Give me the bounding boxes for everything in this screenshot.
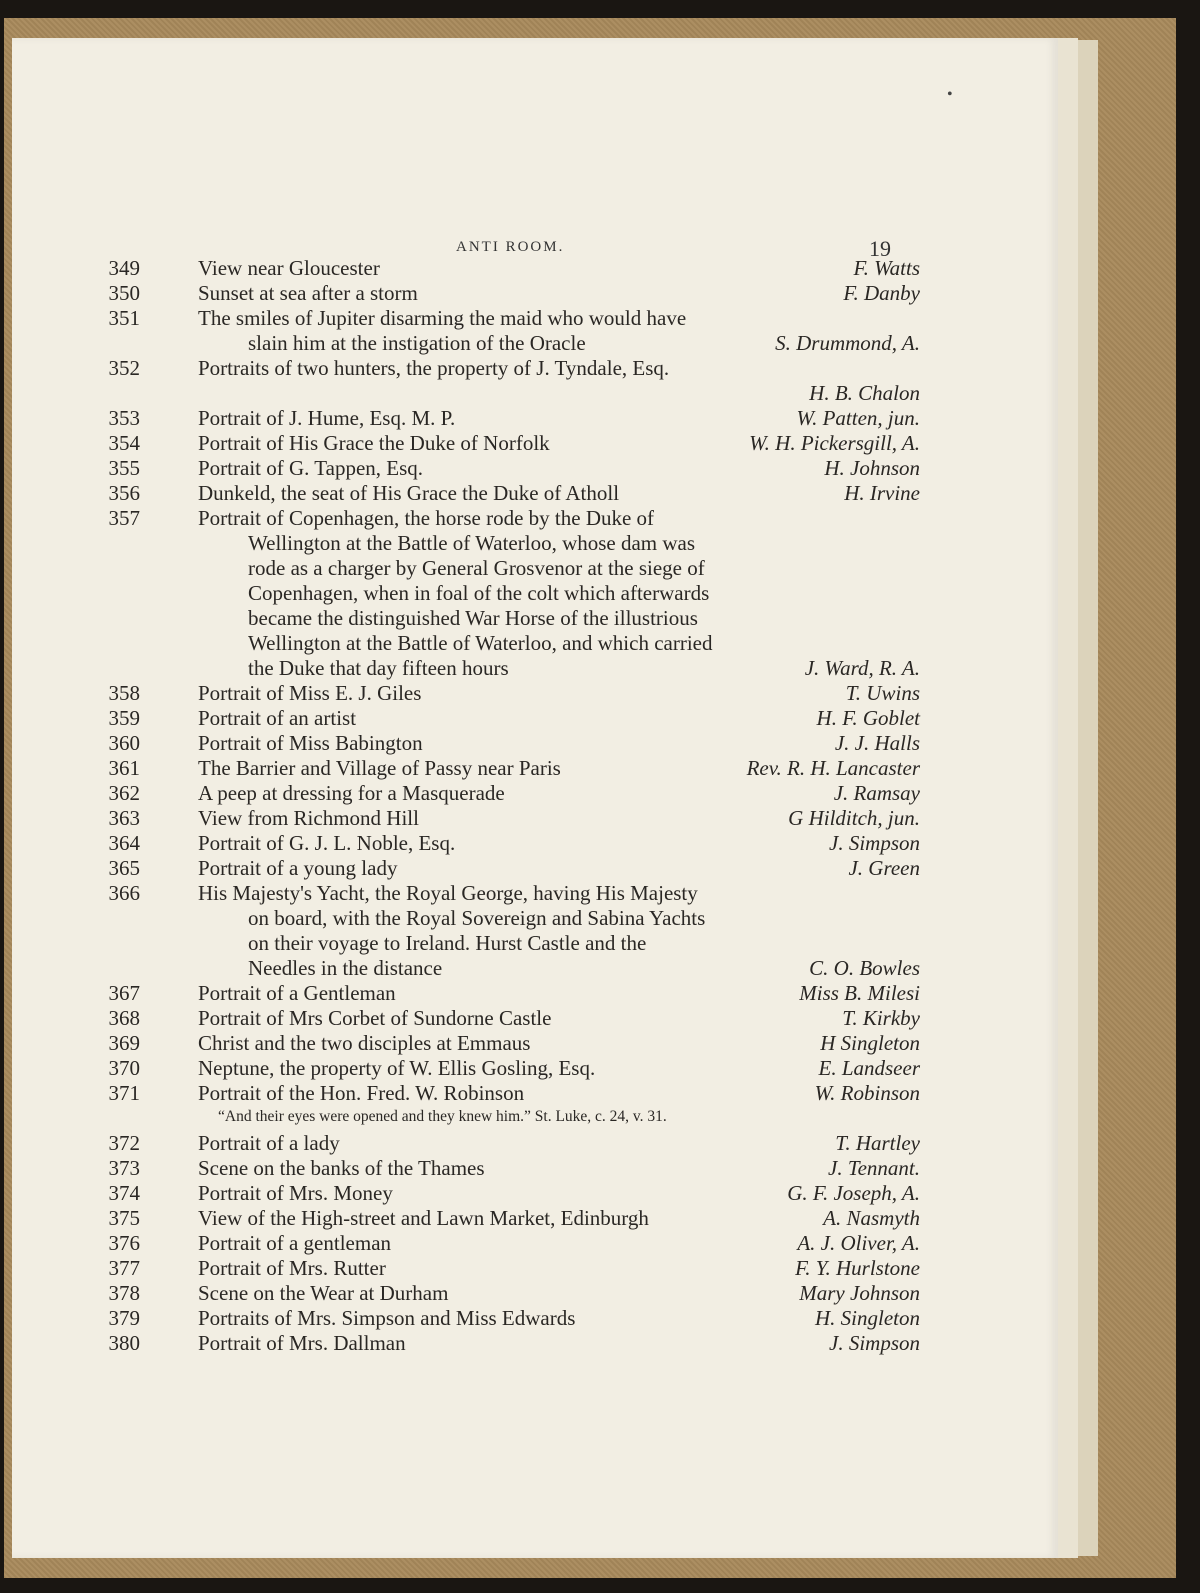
entry-number: 371 (108, 1081, 140, 1105)
entry-title: Portrait of Mrs Corbet of Sundorne Castle (198, 1006, 552, 1030)
entry-title-continued: on their voyage to Ireland. Hurst Castle and the (248, 931, 647, 955)
entry-number: 363 (108, 806, 140, 830)
entry-artist: Mary Johnson (799, 1281, 920, 1305)
entry-number: 378 (108, 1281, 140, 1305)
entry-title: Portraits of two hunters, the property of J. Tyndale, Esq. (198, 356, 670, 380)
entry-number: 359 (108, 706, 140, 730)
entry-artist: T. Kirkby (842, 1006, 920, 1030)
entry-number: 365 (108, 856, 140, 880)
entry-title: Portrait of a lady (198, 1131, 340, 1155)
entry-artist: A. J. Oliver, A. (797, 1231, 920, 1255)
entry-artist: W. Robinson (814, 1081, 920, 1105)
entry-title-continued: became the distinguished War Horse of the illustrious (248, 606, 698, 630)
entry-number: 367 (108, 981, 140, 1005)
entry-title: View from Richmond Hill (198, 806, 419, 830)
entry-title: Portraits of Mrs. Simpson and Miss Edwards (198, 1306, 576, 1330)
entry-number: 351 (108, 306, 140, 330)
entry-artist: W. H. Pickersgill, A. (749, 431, 920, 455)
entry-title: View of the High-street and Lawn Market, Edinburgh (198, 1206, 649, 1230)
entry-title: His Majesty's Yacht, the Royal George, having His Majesty (198, 881, 698, 905)
entry-title-continued: Wellington at the Battle of Waterloo, whose dam was (248, 531, 696, 555)
entry-number: 368 (108, 1006, 140, 1030)
entry-artist: J. Simpson (829, 831, 920, 855)
entry-number: 369 (108, 1031, 140, 1055)
entry-number: 376 (108, 1231, 140, 1255)
entry-title: Portrait of Miss E. J. Giles (198, 681, 422, 705)
entry-title: Portrait of Mrs. Dallman (198, 1331, 406, 1355)
entry-artist: Rev. R. H. Lancaster (746, 756, 920, 780)
entry-number: 356 (108, 481, 140, 505)
entry-number: 366 (108, 881, 140, 905)
entry-title: Portrait of a Gentleman (198, 981, 396, 1005)
entry-number: 375 (108, 1206, 140, 1230)
entry-artist: H. B. Chalon (809, 381, 920, 405)
catalogue-page (12, 38, 1058, 1558)
entry-number: 360 (108, 731, 140, 755)
entry-artist: W. Patten, jun. (796, 406, 920, 430)
entry-number: 374 (108, 1181, 140, 1205)
entry-artist: E. Landseer (818, 1056, 920, 1080)
entry-number: 372 (108, 1131, 140, 1155)
entry-artist: J. Tennant. (828, 1156, 920, 1180)
entry-title: Sunset at sea after a storm (198, 281, 418, 305)
entry-title: Portrait of a young lady (198, 856, 398, 880)
entry-number: 361 (108, 756, 140, 780)
running-title: ANTI ROOM. (456, 239, 565, 255)
entry-title: A peep at dressing for a Masquerade (198, 781, 505, 805)
entry-title: Dunkeld, the seat of His Grace the Duke of Atholl (198, 481, 620, 505)
entry-title-continued: slain him at the instigation of the Oracle (248, 331, 586, 355)
entry-artist: F. Y. Hurlstone (795, 1256, 920, 1280)
entry-title: The Barrier and Village of Passy near Paris (198, 756, 561, 780)
entry-artist: A. Nasmyth (823, 1206, 920, 1230)
entry-artist: F. Danby (843, 281, 920, 305)
entry-title-continued: on board, with the Royal Sovereign and Sabina Yachts (248, 906, 706, 930)
entry-artist: C. O. Bowles (809, 956, 920, 980)
entry-title: View near Gloucester (198, 256, 380, 280)
entry-number: 350 (108, 281, 140, 305)
entry-number: 355 (108, 456, 140, 480)
entry-artist: G. F. Joseph, A. (787, 1181, 920, 1205)
entry-title: Portrait of J. Hume, Esq. M. P. (198, 406, 456, 430)
entry-title: Portrait of Miss Babington (198, 731, 423, 755)
entry-number: 379 (108, 1306, 140, 1330)
entry-artist: G Hilditch, jun. (788, 806, 920, 830)
entry-title: Portrait of an artist (198, 706, 357, 730)
entry-title-continued: rode as a charger by General Grosvenor at the siege of (248, 556, 705, 580)
entry-title-continued: Needles in the distance (248, 956, 443, 980)
entry-number: 377 (108, 1256, 140, 1280)
entry-artist: H Singleton (820, 1031, 920, 1055)
entry-artist: J. Simpson (829, 1331, 920, 1355)
entry-artist: T. Uwins (845, 681, 920, 705)
entry-number: 362 (108, 781, 140, 805)
entry-artist: Miss B. Milesi (799, 981, 920, 1005)
entry-title: Portrait of a gentleman (198, 1231, 392, 1255)
entry-artist: F. Watts (853, 256, 920, 280)
entry-title: Scene on the Wear at Durham (198, 1281, 449, 1305)
entry-number: 354 (108, 431, 140, 455)
entry-title: Portrait of Copenhagen, the horse rode by the Duke of (198, 506, 655, 530)
entry-artist: H. Singleton (815, 1306, 920, 1330)
entry-title: Neptune, the property of W. Ellis Gosling, Esq. (198, 1056, 596, 1080)
entry-title-continued: the Duke that day fifteen hours (248, 656, 509, 680)
entry-title: Scene on the banks of the Thames (198, 1156, 485, 1180)
entry-title: Portrait of the Hon. Fred. W. Robinson (198, 1081, 525, 1105)
entry-number: 358 (108, 681, 140, 705)
entry-number: 380 (108, 1331, 140, 1355)
entry-artist: T. Hartley (835, 1131, 920, 1155)
entry-title-continued: Copenhagen, when in foal of the colt which afterwards (248, 581, 710, 605)
entry-artist: J. Ward, R. A. (804, 656, 920, 680)
entry-title: Portrait of Mrs. Money (198, 1181, 393, 1205)
entry-number: 353 (108, 406, 140, 430)
page-number: 19 (869, 236, 891, 261)
entry-title: Portrait of G. Tappen, Esq. (198, 456, 424, 480)
entry-number: 373 (108, 1156, 140, 1180)
entry-artist: J. Green (848, 856, 920, 880)
entry-title: The smiles of Jupiter disarming the maid who would have (198, 306, 687, 330)
entry-number: 349 (108, 256, 140, 280)
entry-number: 352 (108, 356, 140, 380)
entry-artist: J. J. Halls (834, 731, 920, 755)
entry-title: Christ and the two disciples at Emmaus (198, 1031, 531, 1055)
entry-artist: H. F. Goblet (816, 706, 920, 730)
entry-title: Portrait of Mrs. Rutter (198, 1256, 386, 1280)
entry-number: 357 (108, 506, 140, 530)
entry-title-continued: Wellington at the Battle of Waterloo, and which carried (248, 631, 713, 655)
entry-number: 370 (108, 1056, 140, 1080)
scripture-quote: “And their eyes were opened and they knew him.” St. Luke, c. 24, v. 31. (218, 1108, 667, 1125)
entry-artist: H. Irvine (844, 481, 920, 505)
entry-title: Portrait of G. J. L. Noble, Esq. (198, 831, 456, 855)
entry-artist: J. Ramsay (833, 781, 920, 805)
entry-artist: H. Johnson (824, 456, 920, 480)
entry-artist: S. Drummond, A. (775, 331, 920, 355)
speck-mark: • (947, 86, 953, 103)
entry-number: 364 (108, 831, 140, 855)
page-edge-3 (1078, 40, 1098, 1556)
entry-title: Portrait of His Grace the Duke of Norfolk (198, 431, 550, 455)
